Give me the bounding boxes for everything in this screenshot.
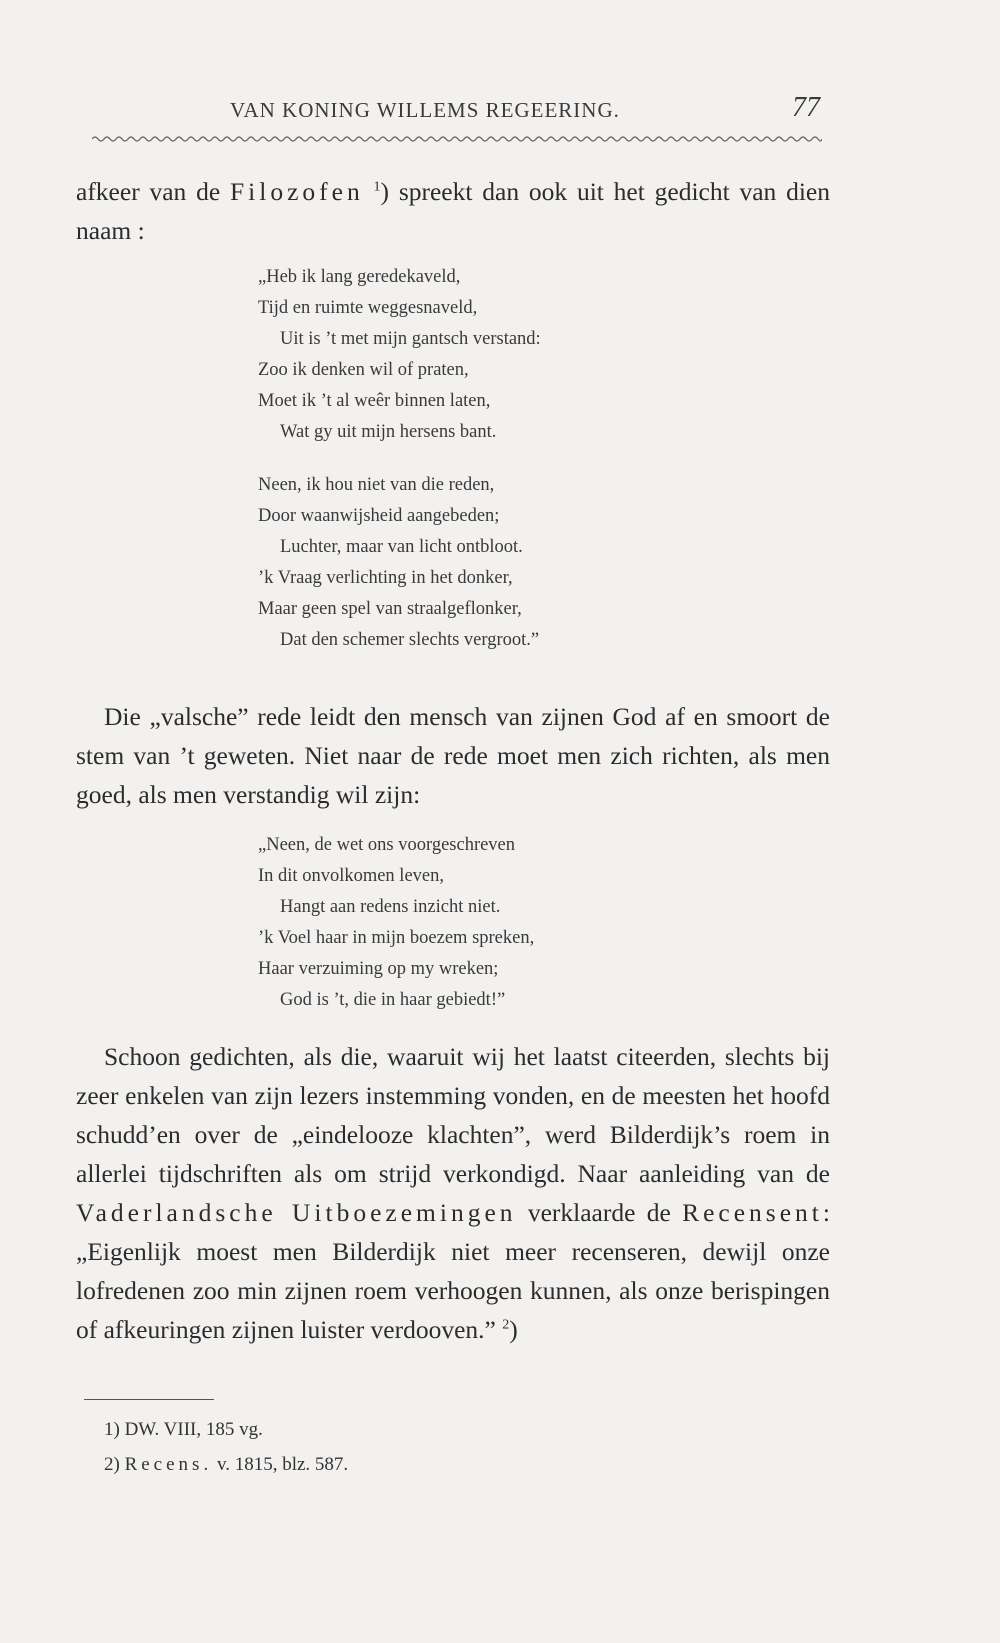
footnote-2: 2) Recens. v. 1815, blz. 587.	[104, 1454, 349, 1475]
footnote-1: 1) DW. VIII, 185 vg.	[104, 1419, 263, 1440]
verse-line: Maar geen spel van straalgeflonker,	[258, 599, 522, 619]
verse-line: God is ’t, die in haar gebiedt!”	[280, 990, 506, 1010]
verse-line: Dat den schemer slechts vergroot.”	[280, 630, 540, 650]
poem-2	[258, 830, 818, 1038]
para1-text-end: ) spreekt dan ook uit het gedicht van dien naam :	[76, 177, 831, 245]
running-title: VAN KONING WILLEMS REGEERING.	[230, 98, 620, 122]
spaced-title-vaderlandsche-uitboezemingen: Vaderlandsche Uitboezemingen	[76, 1198, 517, 1227]
footnotes	[104, 1412, 804, 1482]
verse-line: Uit is ’t met mijn gantsch verstand:	[280, 329, 541, 349]
poem1-stanza-2	[258, 470, 818, 656]
header-wavy-rule	[92, 134, 822, 144]
footnote-ref-2: 2	[502, 1317, 510, 1333]
verse-line: Tijd en ruimte weggesnaveld,	[258, 298, 478, 318]
paragraph-3	[76, 1037, 830, 1349]
para3-text-start: Schoon gedichten, als die, waaruit wij het laatst citeerden, slechts bij zeer enkelen van zijn lezers instemming vonden, en de meesten het hoofd schudd’en over de „eindelooze klachten”, werd Bilderdijk’s roem in allerlei tijdschriften als om strijd verkondigd. Naar aanleiding van de	[76, 1042, 830, 1188]
verse-line: Zoo ik denken wil of praten,	[258, 360, 469, 380]
para3-quote: : „Eigenlijk moest men Bilderdijk niet meer recenseren, dewijl onze lofredenen zoo min zijnen roem verhoogen kunnen, als onze berispingen of afkeuringen zijnen luister verdooven.”	[76, 1198, 830, 1344]
page-number: 77	[792, 92, 820, 123]
verse-line: Luchter, maar van licht ontbloot.	[280, 537, 523, 557]
verse-line: ’k Voel haar in mijn boezem spreken,	[258, 928, 535, 948]
verse-line: Moet ik ’t al weêr binnen laten,	[258, 391, 491, 411]
verse-line: In dit onvolkomen leven,	[258, 866, 444, 886]
poem1-stanza-1	[258, 262, 818, 448]
verse-line: Neen, ik hou niet van die reden,	[258, 475, 495, 495]
para3-text-mid: verklaarde de	[516, 1198, 683, 1227]
para3-text-end: )	[509, 1315, 518, 1344]
paragraph-2	[76, 697, 830, 814]
verse-line: ’k Vraag verlichting in het donker,	[258, 568, 513, 588]
poem-1	[258, 262, 818, 678]
verse-line: Haar verzuiming op my wreken;	[258, 959, 499, 979]
paragraph-1	[76, 172, 830, 250]
verse-line: „Neen, de wet ons voorgeschreven	[258, 835, 516, 855]
verse-line: „Heb ik lang geredekaveld,	[258, 267, 461, 287]
spaced-title-recensent: Recensent	[682, 1198, 823, 1227]
verse-line: Door waanwijsheid aangebeden;	[258, 506, 500, 526]
footnote-ref-1: 1	[373, 179, 381, 195]
spaced-term-filozofen: Filozofen	[229, 177, 364, 206]
footnote-divider	[84, 1399, 214, 1400]
poem2-stanza-1	[258, 830, 818, 1016]
verse-line: Hangt aan redens inzicht niet.	[280, 897, 501, 917]
spaced-abbrev-recens: Recens.	[124, 1454, 213, 1475]
verse-line: Wat gy uit mijn hersens bant.	[280, 422, 497, 442]
para2-text: Die „valsche” rede leidt den mensch van zijnen God af en smoort de stem van ’t geweten. Niet naar de rede moet men zich richten, als men goed, als men verstandig wil zijn:	[76, 702, 830, 809]
para1-text-start: afkeer van de	[76, 177, 230, 206]
